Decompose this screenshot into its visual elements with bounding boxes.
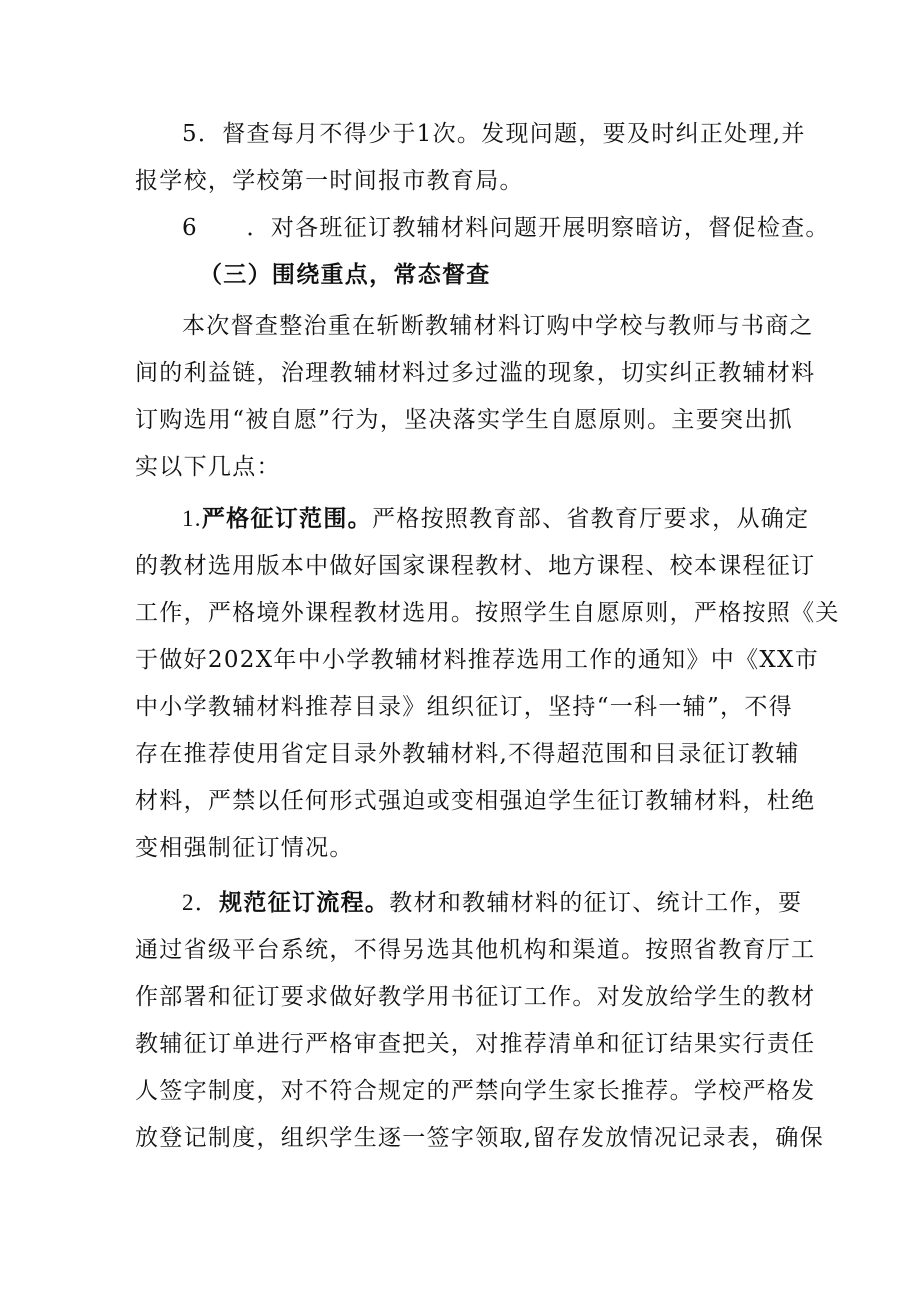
item-1-line-8: 变相强制征订情况。 (135, 835, 354, 861)
item-1-line-1: 1.严格征订范围。严格按照教育部、省教育厅要求，从确定 (182, 506, 810, 532)
item-2-line-1: 2．规范征订流程。教材和教辅材料的征订、统计工作，要 (182, 890, 803, 916)
item-2-title: 规范征订流程。 (219, 890, 390, 916)
item-2-line-3: 作部署和征订要求做好教学用书征订工作。对发放给学生的教材 (135, 984, 816, 1010)
section-heading: （三）围绕重点，常态督查 (199, 262, 491, 288)
item-1-line-3: 工作，严格境外课程教材选用。按照学生自愿原则，严格按照《关 (135, 600, 840, 626)
item-2-line-2: 通过省级平台系统，不得另选其他机构和渠道。按照省教育厅工 (135, 937, 816, 963)
item-1-line-4: 于做好202X年中小学教辅材料推荐选用工作的通知》中《XX市 (135, 647, 820, 673)
intro-paragraph-line-2: 间的利益链，治理教辅材料过多过滥的现象，切实纠正教辅材料 (135, 360, 816, 386)
item-1-line-6: 存在推荐使用省定目录外教辅材料,不得超范围和目录征订教辅 (135, 741, 800, 767)
item-1-title: 严格征订范围。 (201, 506, 372, 532)
paragraph-5-line-1: 5．督查每月不得少于1次。发现问题，要及时纠正处理,并 (182, 121, 806, 147)
intro-paragraph-line-1: 本次督查整治重在斩断教辅材料订购中学校与教师与书商之 (182, 313, 814, 339)
item-1-line-2: 的教材选用版本中做好国家课程教材、地方课程、校本课程征订 (135, 553, 816, 579)
intro-paragraph-line-3: 订购选用“被自愿”行为，坚决落实学生自愿原则。主要突出抓 (135, 407, 793, 433)
item-1-line-7: 材料，严禁以任何形式强迫或变相强迫学生征订教辅材料，杜绝 (135, 788, 816, 814)
paragraph-6-line-1: 6 ．对各班征订教辅材料问题开展明察暗访，督促检查。 (182, 215, 830, 241)
item-2-line-4: 教辅征订单进行严格审查把关，对推荐清单和征订结果实行责任 (135, 1031, 816, 1057)
item-2-line-5: 人签字制度，对不符合规定的严禁向学生家长推荐。学校严格发 (135, 1078, 816, 1104)
item-2-line-6: 放登记制度，组织学生逐一签字领取,留存发放情况记录表，确保 (135, 1125, 825, 1151)
paragraph-5-line-2: 报学校，学校第一时间报市教育局。 (135, 168, 524, 194)
intro-paragraph-line-4: 实以下几点： (135, 454, 281, 480)
item-1-line-5: 中小学教辅材料推荐目录》组织征订，坚持“一科一辅”，不得 (135, 694, 793, 720)
